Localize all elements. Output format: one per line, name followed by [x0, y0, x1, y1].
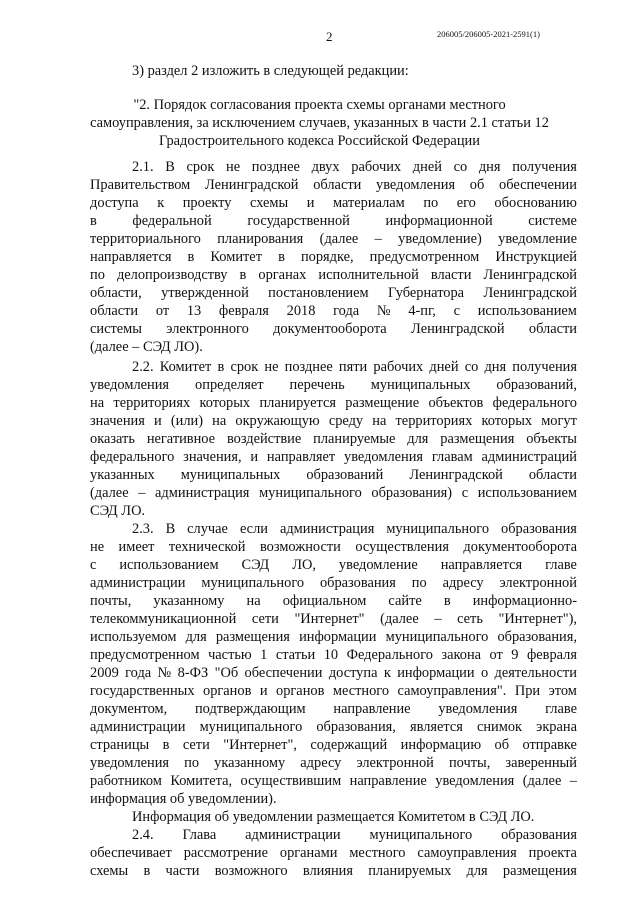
body-line: 2.4. Глава администрации муниципального образования: [132, 827, 577, 843]
body-line: Информация об уведомлении размещается Комитетом в СЭД ЛО.: [132, 809, 535, 825]
body-line: обеспечивает рассмотрение органами местного самоуправления проекта: [90, 845, 577, 861]
body-line: используемом для размещения информации муниципального образования,: [90, 629, 577, 645]
body-line: (далее – СЭД ЛО).: [90, 339, 203, 355]
section-heading-line: Градостроительного кодекса Российской Федерации: [159, 133, 480, 149]
body-line: в федеральной государственной информационной системе: [90, 213, 577, 229]
body-line: уведомления определяет перечень муниципальных образований,: [90, 377, 577, 393]
body-line: указанных муниципальных образований Ленинградской области: [90, 467, 577, 483]
body-line: документом, подтверждающим направление уведомления главе: [90, 701, 577, 717]
body-line: администрации муниципального образования по адресу электронной: [90, 575, 577, 591]
body-line: 2009 года № 8-ФЗ "Об обеспечении доступа к информации о деятельности: [90, 665, 577, 681]
body-line: СЭД ЛО.: [90, 503, 146, 519]
body-line: предусмотренном частью 1 статьи 10 Федерального закона от 9 февраля: [90, 647, 577, 663]
body-line: информация об уведомлении).: [90, 791, 277, 807]
body-line: федерального значения, и направляет уведомления главам администраций: [90, 449, 577, 465]
body-line: телекоммуникационной сети "Интернет" (далее – сеть "Интернет"),: [90, 611, 577, 627]
body-line: работником Комитета, осуществившим направление уведомления (далее –: [90, 773, 577, 789]
body-line: уведомления по указанному адресу электронной почты, заверенный: [90, 755, 577, 771]
body-line: доступа к проекту схемы и материалам по его обоснованию: [90, 195, 577, 211]
body-line: не имеет технической возможности осуществления документооборота: [90, 539, 577, 555]
body-line: по делопроизводству в органах исполнительной власти Ленинградской: [90, 267, 577, 283]
body-line: направляется в Комитет в порядке, предусмотренном Инструкцией: [90, 249, 577, 265]
body-line: на территориях которых планируется размещение объектов федерального: [90, 395, 577, 411]
body-line: 2.2. Комитет в срок не позднее пяти рабочих дней со дня получения: [132, 359, 577, 375]
body-line: администрации муниципального образования, является снимок экрана: [90, 719, 577, 735]
body-line: почты, указанному на официальном сайте в информационно-: [90, 593, 577, 609]
body-line: с использованием СЭД ЛО, уведомление направляется главе: [90, 557, 577, 573]
body-line: схемы в части возможного влияния планируемых для размещения: [90, 863, 577, 879]
body-line: государственных органов и органов местного самоуправления". При этом: [90, 683, 577, 699]
body-line: страницы в сети "Интернет", содержащий информацию об отправке: [90, 737, 577, 753]
intro-line: 3) раздел 2 изложить в следующей редакции:: [132, 63, 409, 79]
section-heading-line: самоуправления, за исключением случаев, указанных в части 2.1 статьи 12: [90, 115, 549, 131]
body-line: 2.3. В случае если администрация муниципального образования: [132, 521, 577, 537]
body-line: системы электронного документооборота Ленинградской области: [90, 321, 577, 337]
page-number: 2: [326, 29, 333, 44]
document-id: 206005/206005-2021-2591(1): [437, 29, 540, 39]
body-line: области от 13 февраля 2018 года № 4-пг, с использованием: [90, 303, 577, 319]
body-line: Правительством Ленинградской области уведомления об обеспечении: [90, 177, 577, 193]
section-heading-line: "2. Порядок согласования проекта схемы органами местного: [133, 97, 506, 113]
body-line: (далее – администрация муниципального образования) с использованием: [90, 485, 577, 501]
body-line: территориального планирования (далее – уведомление) уведомление: [90, 231, 577, 247]
body-line: 2.1. В срок не позднее двух рабочих дней со дня получения: [132, 159, 577, 175]
body-line: значения и (или) на окружающую среду на территориях которых могут: [90, 413, 577, 429]
body-line: оказать негативное воздействие планируемые для размещения объекты: [90, 431, 577, 447]
body-line: области, утвержденной постановлением Губернатора Ленинградской: [90, 285, 577, 301]
